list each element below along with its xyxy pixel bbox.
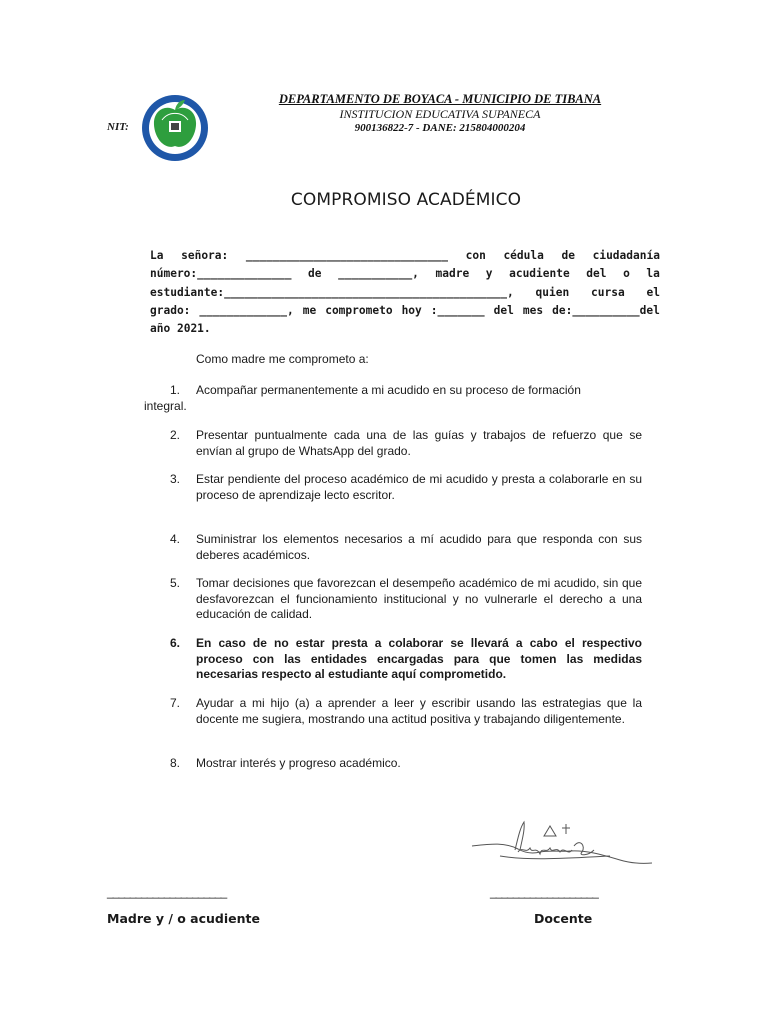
intro-word: quien	[535, 285, 570, 299]
handwritten-signature-icon	[470, 816, 655, 871]
intro-block	[150, 247, 660, 338]
intro-word: número:______________	[150, 267, 292, 281]
intro-line	[150, 265, 660, 283]
intro-blank: _____________,	[199, 303, 294, 317]
intro-word: ciudadanía	[592, 249, 660, 262]
list-item	[150, 428, 642, 459]
intro-word: con	[465, 249, 486, 262]
list-item-number: 1.	[169, 383, 180, 397]
list-item-number: 4.	[169, 532, 180, 546]
parent-signature-line: _____________________	[107, 885, 227, 899]
intro-word: cursa	[591, 285, 625, 299]
document-title: COMPROMISO ACADÉMICO	[290, 190, 522, 210]
intro-word: comprometo	[325, 303, 393, 317]
list-item-continuation: integral.	[144, 398, 187, 413]
list-item-number: 2.	[169, 428, 180, 442]
list-item-text: Ayudar a mi hijo (a) a aprender a leer y escribir usando las estrategias que la docente me sugiera, mostrando una actitud positiva y trabajando diligentemente.	[196, 696, 642, 726]
intro-line	[150, 284, 660, 302]
list-item	[150, 756, 642, 772]
intro-blank: ___________,	[338, 267, 419, 281]
list-item	[150, 696, 642, 727]
list-item-text: Presentar puntualmente cada una de las guías y trabajos de refuerzo que se envían al grupo de WhatsApp del grado.	[196, 428, 642, 458]
list-item	[144, 383, 642, 414]
list-item-number: 3.	[169, 472, 180, 486]
intro-word: del	[493, 303, 514, 317]
intro-word: me	[302, 303, 317, 317]
intro-word: hoy	[401, 303, 422, 317]
intro-word: La	[150, 249, 164, 262]
intro-word: del	[586, 267, 607, 281]
list-item	[150, 636, 642, 683]
intro-word: la	[646, 267, 660, 281]
list-item-number: 6.	[169, 636, 180, 650]
intro-word: señora:	[181, 249, 229, 262]
list-item-text: Suministrar los elementos necesarios a mí acudido para que responda con sus deberes académicos.	[196, 532, 642, 562]
header-institution: INSTITUCION EDUCATIVA SUPANECA	[339, 107, 541, 121]
list-item	[150, 472, 642, 503]
intro-line	[150, 320, 660, 338]
school-apple-seal-icon	[140, 92, 210, 162]
list-item-text: Tomar decisiones que favorezcan el desempeño académico de mi acudido, sin que desfavorezcan el funcionamiento institucional y no vulnerarle el derecho a una educación de calidad.	[196, 576, 642, 621]
header-department: DEPARTAMENTO DE BOYACA - MUNICIPIO DE TIBANA	[278, 92, 602, 106]
list-item-number: 7.	[169, 696, 180, 710]
intro-word: año	[150, 322, 171, 336]
list-item-number: 5.	[169, 576, 180, 590]
intro-blank: de:__________del	[552, 303, 660, 317]
list-item-number: 8.	[169, 756, 180, 770]
commitment-lead: Como madre me comprometo a:	[196, 352, 369, 366]
list-item-text: Estar pendiente del proceso académico de mi acudido y presta a colaborarle en su proceso de aprendizaje lecto escritor.	[196, 472, 642, 502]
intro-word: el	[646, 285, 660, 299]
parent-signature-label: Madre y / o acudiente	[107, 911, 260, 926]
nit-label: NIT:	[107, 121, 129, 133]
list-item	[150, 532, 642, 563]
teacher-signature-line: ___________________	[490, 885, 598, 899]
intro-word: acudiente	[509, 267, 570, 281]
list-item-text: Mostrar interés y progreso académico.	[196, 756, 401, 770]
intro-word: grado:	[150, 303, 191, 317]
list-item-text: Acompañar permanentemente a mi acudido en su proceso de formación	[196, 383, 581, 397]
header-nit-dane: 900136822-7 - DANE: 215804000204	[354, 122, 526, 134]
intro-line	[150, 302, 660, 320]
intro-word: cédula	[503, 249, 544, 262]
list-item-text: En caso de no estar presta a colaborar se llevará a cabo el respectivo proceso con las entidades encargadas para que tomen las medidas necesarias respecto al estudiante aquí comprometido.	[196, 636, 642, 681]
intro-word: madre	[435, 267, 470, 281]
intro-word: y	[485, 267, 493, 281]
intro-blank: :_______	[430, 303, 485, 317]
intro-word: o	[623, 267, 630, 281]
intro-line	[150, 247, 660, 265]
intro-blank: ______________________________	[245, 249, 448, 262]
intro-blank: estudiante:__________________________________________,	[150, 285, 514, 299]
intro-word: de	[308, 267, 322, 281]
list-item	[150, 576, 642, 623]
intro-word: 2021.	[176, 322, 211, 336]
intro-word: mes	[522, 303, 544, 317]
intro-word: de	[561, 249, 575, 262]
teacher-signature-label: Docente	[534, 911, 593, 926]
